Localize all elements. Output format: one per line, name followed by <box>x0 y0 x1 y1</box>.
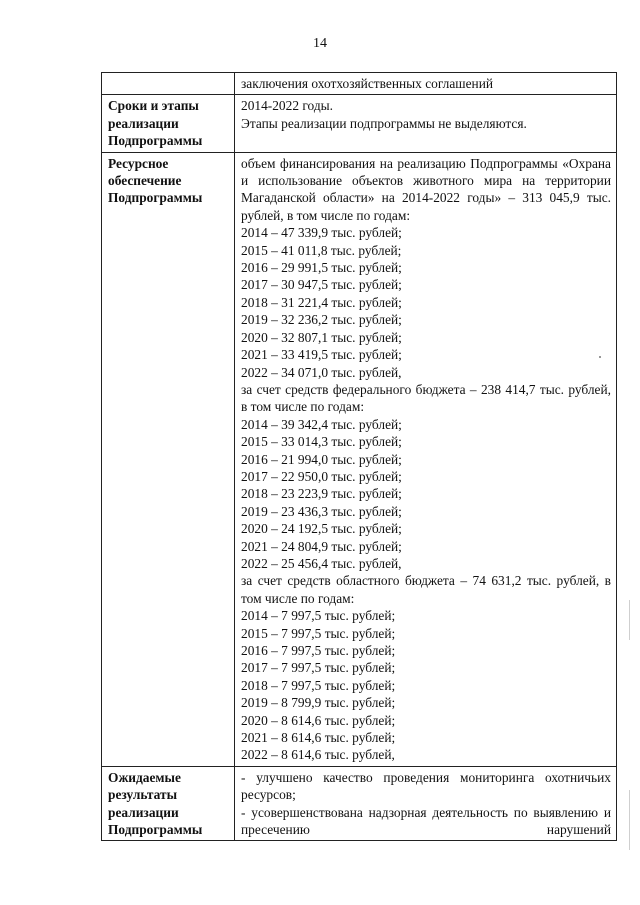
list-item: 2021 – 33 419,5 тыс. рублей; <box>241 347 402 363</box>
list-item: 2020 – 24 192,5 тыс. рублей; <box>241 521 402 537</box>
list-item: 2015 – 41 011,8 тыс. рублей; <box>241 242 402 258</box>
list-item: 2021 – 24 804,9 тыс. рублей; <box>241 538 402 554</box>
regional-year-list <box>241 607 611 764</box>
funding-intro: объем финансирования на реализацию Подпрограммы «Охрана и использование объектов животного мира на территории Магаданской области» на 2014-2022 годы» – 313 045,9 тыс. рублей, в том числе по годам: <box>241 155 611 223</box>
row-content-agreements <box>235 73 617 95</box>
regional-intro: за счет средств областного бюджета – 74 631,2 тыс. рублей, в том числе по годам: <box>241 573 611 606</box>
table-row <box>102 152 617 766</box>
list-item: 2017 – 7 997,5 тыс. рублей; <box>241 660 396 676</box>
list-item: 2020 – 32 807,1 тыс. рублей; <box>241 329 402 345</box>
row-label-timing: Сроки и этапы реализации Подпрограммы <box>102 95 235 152</box>
list-item: 2019 – 23 436,3 тыс. рублей; <box>241 503 402 519</box>
list-item: 2018 – 7 997,5 тыс. рублей; <box>241 677 396 693</box>
list-item: 2019 – 8 799,9 тыс. рублей; <box>241 695 396 711</box>
table-row <box>102 73 617 95</box>
list-item: 2017 – 30 947,5 тыс. рублей; <box>241 277 402 293</box>
list-item: 2021 – 8 614,6 тыс. рублей; <box>241 730 396 746</box>
list-item: 2018 – 31 221,4 тыс. рублей; <box>241 294 402 310</box>
table-row <box>102 766 617 841</box>
list-item: 2015 – 33 014,3 тыс. рублей; <box>241 434 402 450</box>
row-label-empty <box>102 73 235 95</box>
timing-stages: Этапы реализации подпрограммы не выделяются. <box>241 115 527 131</box>
list-item: 2017 – 22 950,0 тыс. рублей; <box>241 468 402 484</box>
list-item: 2019 – 32 236,2 тыс. рублей; <box>241 312 402 328</box>
list-item: 2015 – 7 997,5 тыс. рублей; <box>241 625 396 641</box>
federal-intro: за счет средств федерального бюджета – 238 414,7 тыс. рублей, в том числе по годам: <box>241 381 611 415</box>
agreements-text: заключения охотхозяйственных соглашений <box>241 76 494 91</box>
list-item: 2020 – 8 614,6 тыс. рублей; <box>241 712 396 728</box>
row-content-resources <box>235 152 617 766</box>
table-row <box>102 95 617 152</box>
list-item: 2014 – 39 342,4 тыс. рублей; <box>241 416 402 432</box>
scan-edge-mark <box>629 600 630 640</box>
subprogram-passport-table <box>101 72 617 841</box>
list-item: 2016 – 7 997,5 тыс. рублей; <box>241 643 396 658</box>
row-label-results: Ожидаемые результаты реализации Подпрограммы <box>102 766 235 841</box>
list-item: 2022 – 25 456,4 тыс. рублей, <box>241 555 402 571</box>
list-item: 2014 – 7 997,5 тыс. рублей; <box>241 608 396 624</box>
page-number: 14 <box>313 36 327 51</box>
result-item: - улучшено качество проведения мониторинга охотничьих ресурсов; <box>241 769 611 803</box>
row-content-timing <box>235 95 617 152</box>
scan-speck <box>599 356 601 358</box>
list-item: 2016 – 29 991,5 тыс. рублей; <box>241 260 402 276</box>
list-item: 2016 – 21 994,0 тыс. рублей; <box>241 451 402 467</box>
list-item: 2022 – 34 071,0 тыс. рублей, <box>241 364 402 380</box>
timing-period: 2014-2022 годы. <box>241 98 333 114</box>
list-item: 2022 – 8 614,6 тыс. рублей, <box>241 747 395 763</box>
federal-year-list <box>241 416 611 573</box>
list-item: 2018 – 23 223,9 тыс. рублей; <box>241 486 402 502</box>
list-item: 2014 – 47 339,9 тыс. рублей; <box>241 225 402 241</box>
total-year-list <box>241 224 611 381</box>
row-content-results <box>235 766 617 841</box>
scan-edge-mark <box>629 790 630 850</box>
result-item: - усовершенствована надзорная деятельность по выявлению и пресечению нарушений <box>241 804 611 838</box>
row-label-resources: Ресурсное обеспечение Подпрограммы <box>102 152 235 766</box>
